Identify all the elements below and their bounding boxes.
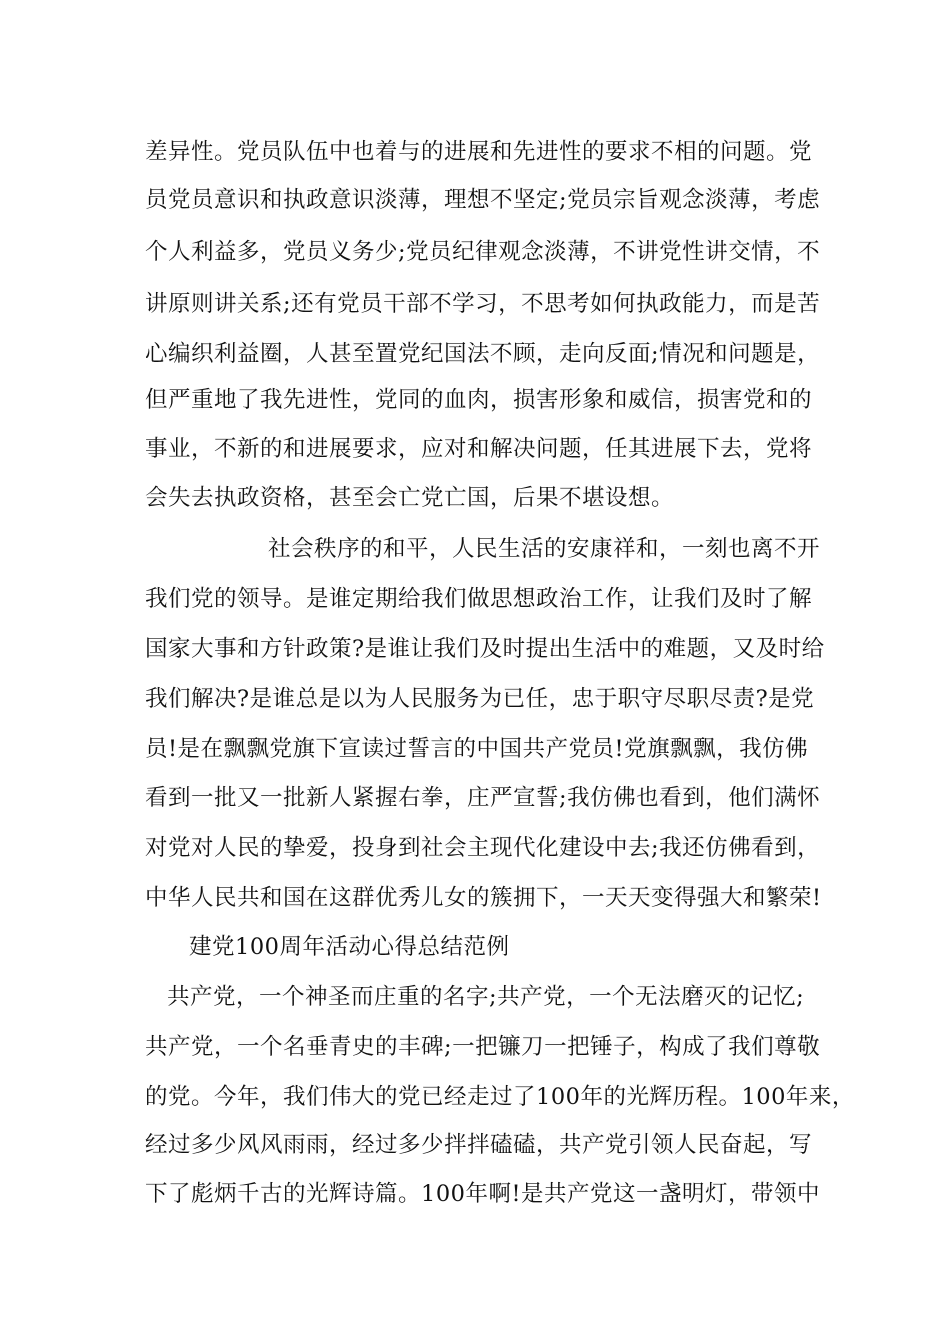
text-line: 中华人民共和国在这群优秀儿女的簇拥下，一天天变得强大和繁荣!	[145, 885, 822, 911]
text-line: 的党。今年，我们伟大的党已经走过了100年的光辉历程。100年来，	[145, 1084, 855, 1110]
text-line: 差异性。党员队伍中也着与的进展和先进性的要求不相的问题。党	[145, 139, 813, 165]
text-line: 但严重地了我先进性，党同的血肉，损害形象和威信，损害党和的	[145, 387, 813, 413]
text-line: 看到一批又一批新人紧握右拳，庄严宣誓;我仿佛也看到，他们满怀	[145, 785, 821, 811]
text-line: 事业，不新的和进展要求，应对和解决问题，任其进展下去，党将	[145, 436, 813, 462]
text-line: 经过多少风风雨雨，经过多少拌拌磕磕，共产党引领人民奋起，写	[145, 1132, 813, 1158]
text-line: 我们解决?是谁总是以为人民服务为已任，忠于职守尽职尽责?是党	[145, 686, 815, 712]
text-line: 心编织利益圈，人甚至置党纪国法不顾，走向反面;情况和问题是，	[145, 341, 821, 367]
section-heading: 建党100周年活动心得总结范例	[189, 934, 510, 960]
text-line: 员党员意识和执政意识淡薄，理想不坚定;党员宗旨观念淡薄，考虑	[145, 187, 821, 213]
text-line: 员!是在飘飘党旗下宣读过誓言的中国共产党员!党旗飘飘，我仿佛	[145, 736, 809, 762]
text-line: 会失去执政资格，甚至会亡党亡国，后果不堪设想。	[145, 485, 675, 511]
text-line: 下了彪炳千古的光辉诗篇。100年啊!是共产党这一盏明灯，带领中	[145, 1181, 820, 1207]
text-line: 个人利益多，党员义务少;党员纪律观念淡薄，不讲党性讲交情，不	[145, 239, 821, 265]
text-line: 国家大事和方针政策?是谁让我们及时提出生活中的难题，又及时给	[145, 636, 825, 662]
paragraph-first-line: 共产党，一个神圣而庄重的名字;共产党，一个无法磨灭的记忆;	[167, 984, 805, 1010]
text-line: 讲原则讲关系;还有党员干部不学习，不思考如何执政能力，而是苦	[145, 291, 821, 317]
paragraph-first-line: 社会秩序的和平，人民生活的安康祥和，一刻也离不开	[268, 536, 821, 562]
text-line: 共产党，一个名垂青史的丰碑;一把镰刀一把锤子，构成了我们尊敬	[145, 1034, 821, 1060]
text-line: 我们党的领导。是谁定期给我们做思想政治工作，让我们及时了解	[145, 586, 813, 612]
text-line: 对党对人民的挚爱，投身到社会主现代化建设中去;我还仿佛看到，	[145, 835, 821, 861]
